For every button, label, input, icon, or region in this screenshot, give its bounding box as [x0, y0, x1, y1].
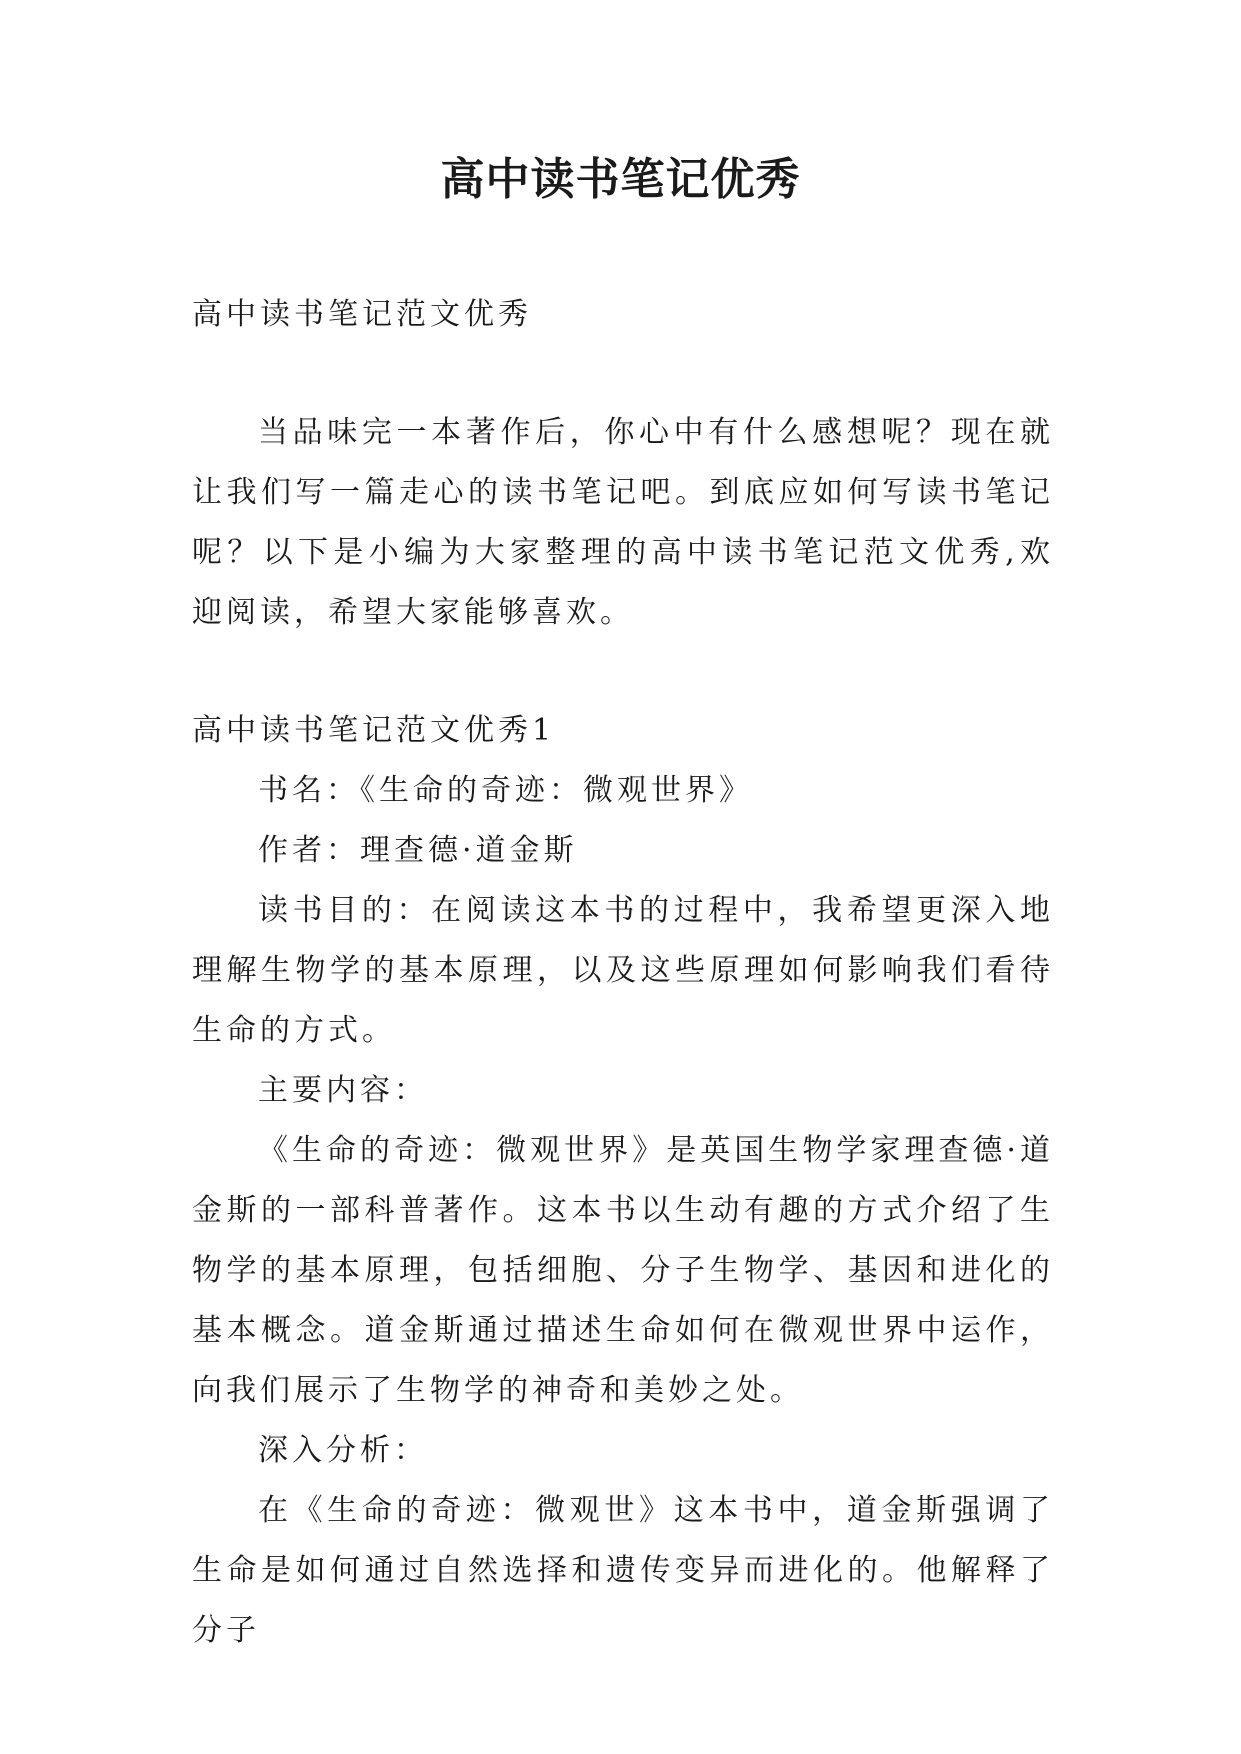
purpose-paragraph: 读书目的：在阅读这本书的过程中，我希望更深入地理解生物学的基本原理，以及这些原理如何影响我们看待生命的方式。 [192, 893, 1054, 1048]
intro-paragraph: 当品味完一本著作后，你心中有什么感想呢？现在就让我们写一篇走心的读书笔记吧。到底应如何写读书笔记呢？以下是小编为大家整理的高中读书笔记范文优秀,欢迎阅读，希望大家能够喜欢。 [192, 415, 1054, 630]
analysis-label: 深入分析： [258, 1433, 428, 1468]
main-content-paragraph: 《生命的奇迹：微观世界》是英国生物学家理查德·道金斯的一部科普著作。这本书以生动有趣的方式介绍了生物学的基本原理，包括细胞、分子生物学、基因和进化的基本概念。道金斯通过描述生命如何在微观世界中运作，向我们展示了生物学的神奇和美妙之处。 [192, 1133, 1054, 1408]
subtitle: 高中读书笔记范文优秀 [192, 297, 532, 332]
main-content-label: 主要内容： [258, 1073, 428, 1108]
author-line: 作者：理查德·道金斯 [258, 833, 578, 868]
document-body [192, 285, 1054, 1661]
analysis-paragraph: 在《生命的奇迹：微观世》这本书中，道金斯强调了生命是如何通过自然选择和遗传变异而进化的。他解释了分子 [192, 1493, 1054, 1648]
document-title: 高中读书笔记优秀 [440, 154, 801, 205]
section-heading: 高中读书笔记范文优秀1 [192, 713, 556, 748]
book-name-line: 书名：《生命的奇迹：微观世界》 [258, 773, 753, 808]
